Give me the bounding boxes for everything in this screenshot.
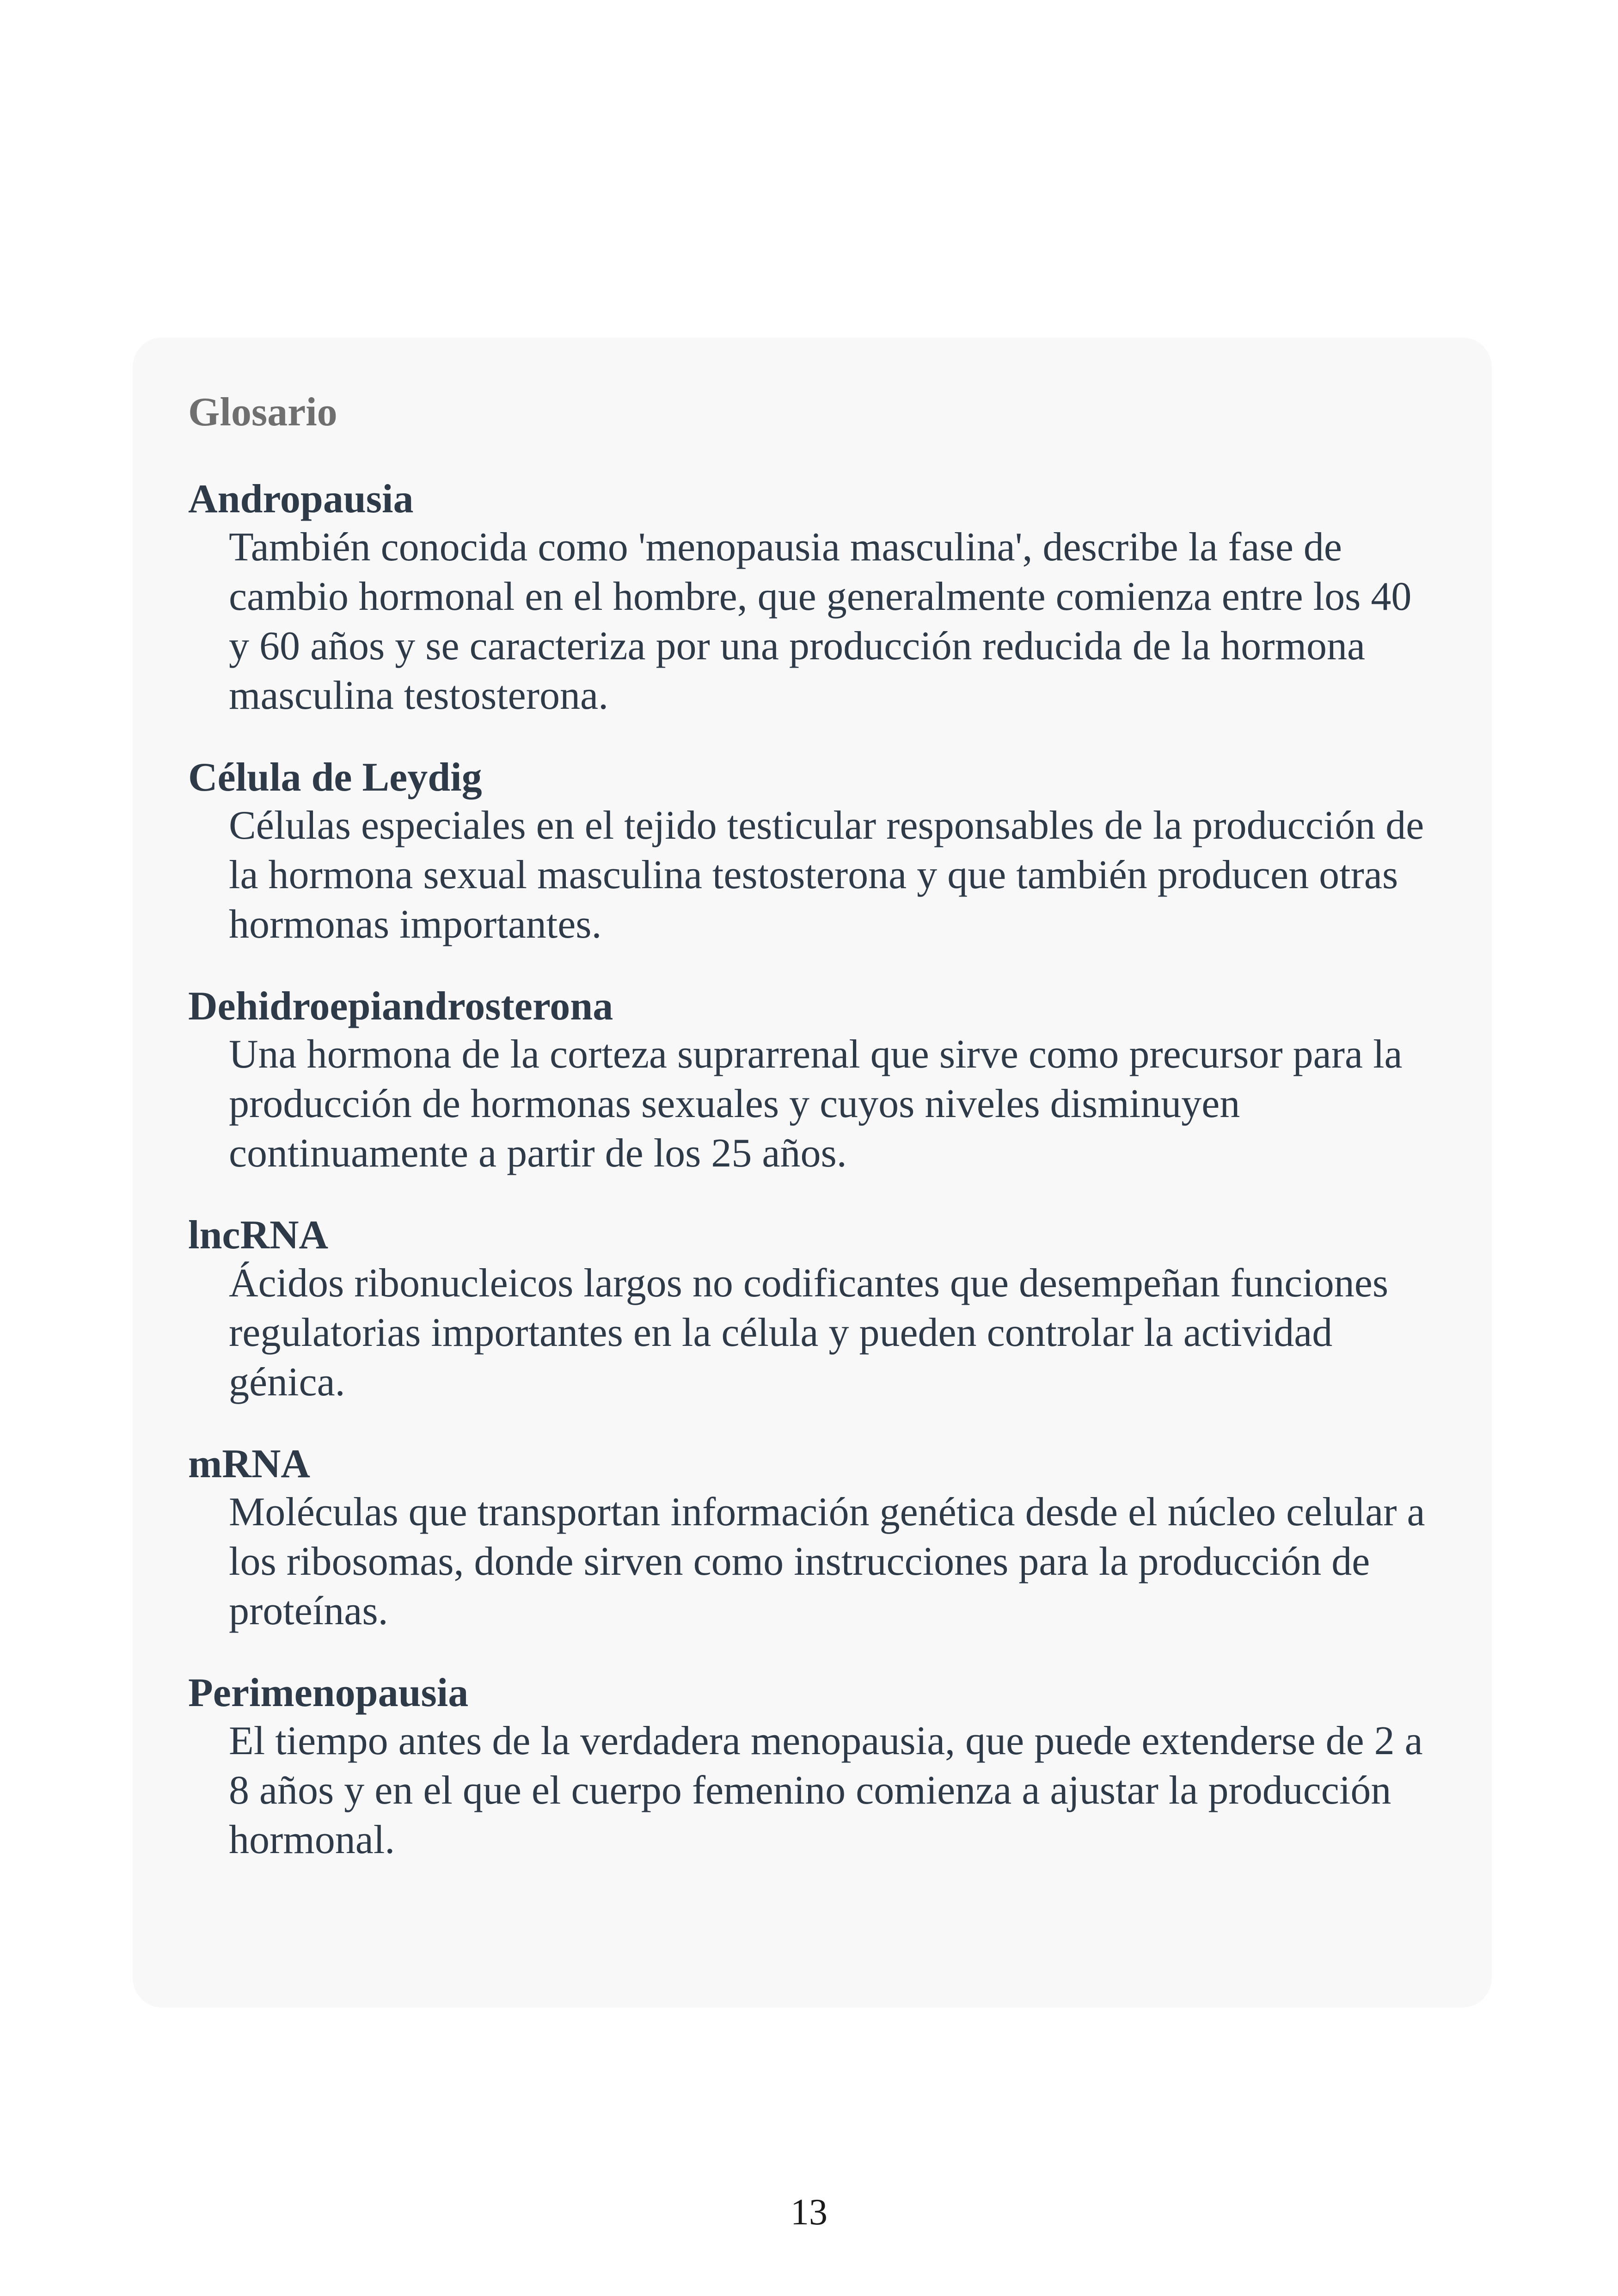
glossary-entry-dehidroepiandrosterona — [188, 983, 1441, 1178]
glossary-definition: Ácidos ribonucleicos largos no codificantes que desempeñan funciones regulatorias importantes en la célula y pueden controlar la actividad génica. — [229, 1261, 1389, 1405]
glossary-definition: Células especiales en el tejido testicular responsables de la producción de la hormona sexual masculina testosterona y que también producen otras hormonas importantes. — [229, 803, 1424, 947]
glossary-term: Célula de Leydig — [188, 755, 482, 800]
glossary-definition: También conocida como 'menopausia masculina', describe la fase de cambio hormonal en el hombre, que generalmente comienza entre los 40 y 60 años y se caracteriza por una producción reducida de la hormona masculina testosterona. — [229, 525, 1412, 718]
glossary-term: Perimenopausia — [188, 1670, 469, 1715]
glossary-entry-celula-de-leydig — [188, 755, 1441, 949]
glossary-definition: El tiempo antes de la verdadera menopausia, que puede extenderse de 2 a 8 años y en el que el cuerpo femenino comienza a ajustar la producción hormonal. — [229, 1719, 1423, 1862]
glossary-box — [133, 338, 1492, 2007]
glossary-entry-mrna — [188, 1441, 1441, 1636]
glossary-entry-perimenopausia — [188, 1670, 1441, 1865]
glossary-title: Glosario — [188, 390, 337, 435]
glossary-term: mRNA — [188, 1442, 310, 1486]
glossary-definition: Una hormona de la corteza suprarrenal que sirve como precursor para la producción de hormonas sexuales y cuyos niveles disminuyen continuamente a partir de los 25 años. — [229, 1032, 1403, 1176]
glossary-term: Dehidroepiandrosterona — [188, 984, 613, 1029]
page-number: 13 — [791, 2192, 827, 2233]
glossary-term: lncRNA — [188, 1213, 329, 1258]
glossary-definition: Moléculas que transportan información genética desde el núcleo celular a los ribosomas, donde sirven como instrucciones para la producción de proteínas. — [229, 1490, 1425, 1633]
glossary-term: Andropausia — [188, 477, 414, 522]
glossary-entry-lncrna — [188, 1212, 1441, 1407]
glossary-entry-andropausia — [188, 476, 1441, 720]
